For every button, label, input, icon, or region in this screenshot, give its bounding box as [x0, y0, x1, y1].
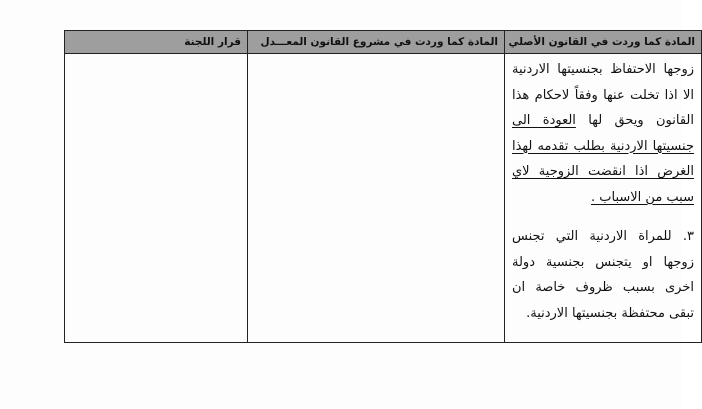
table-header-row: [65, 31, 702, 54]
original-paragraph-1: [512, 57, 694, 210]
original-law-text: [506, 55, 700, 326]
original-law-cell: [505, 54, 702, 343]
committee-decision-cell: [65, 54, 248, 343]
header-original-law: المادة كما وردت في القانون الأصلي: [505, 31, 702, 54]
original-paragraph-2: ٣. للمراة الاردنية التي تجنس زوجها او يتجنس بجنسية دولة اخرى بسبب ظروف خاصة ان تبقى محتفظة بجنسيتها الاردنية.: [512, 229, 694, 321]
header-amended-law: المادة كما وردت في مشروع القانون المعـــدل: [248, 31, 505, 54]
original-paragraph-1-underlined: العودة الى جنسيتها الاردنية بطلب تقدمه لهذا الغرض اذا انقضت الزوجية لاي سبب من الاسباب .: [512, 113, 694, 205]
law-comparison-table: [64, 30, 702, 343]
header-committee-decision: قرار اللجنة: [65, 31, 248, 54]
table-row: [65, 54, 702, 343]
amended-law-cell: [248, 54, 505, 343]
original-paragraph-1-plain: زوجها الاحتفاظ بجنسيتها الاردنية الا اذا تخلت عنها وفقاً لاحكام هذا القانون ويحق لها: [512, 62, 694, 128]
